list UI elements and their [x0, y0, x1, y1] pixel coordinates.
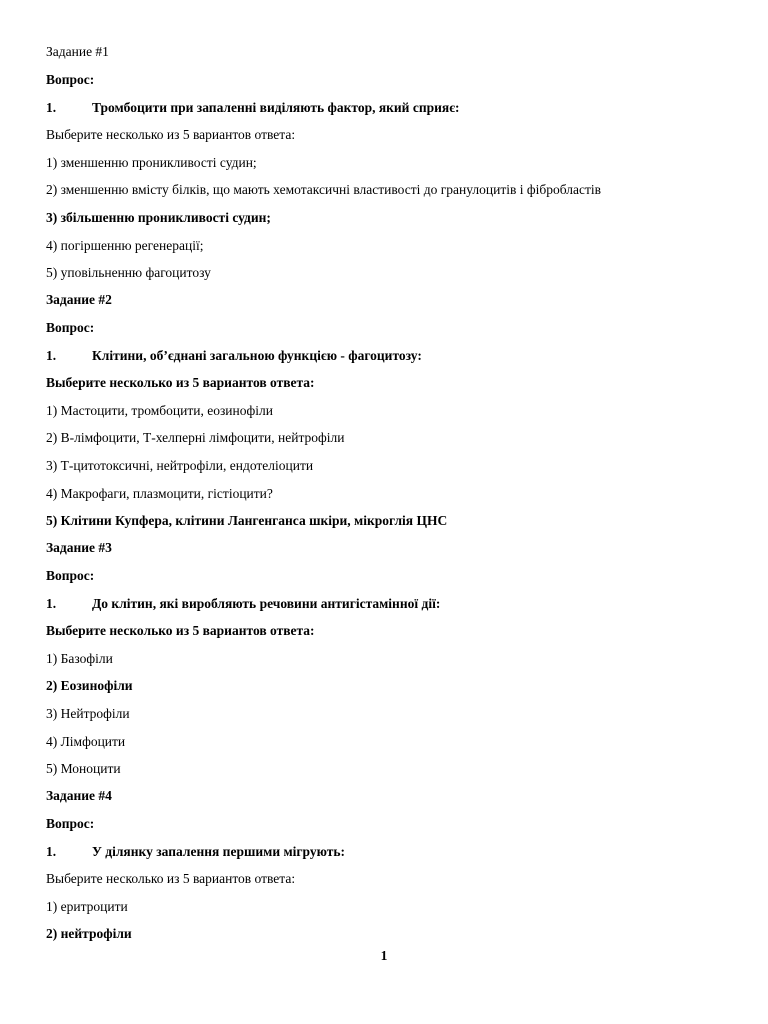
task-4-option-1: 1) еритроцити	[46, 899, 128, 914]
question-text: У ділянку запалення першими мігрують:	[92, 844, 346, 859]
task-1-question	[46, 100, 460, 116]
task-3-option-4: 4) Лімфоцити	[46, 734, 126, 749]
task-1-header: Задание #1	[46, 44, 109, 59]
question-number: 1.	[46, 844, 57, 859]
question-number: 1.	[46, 100, 57, 115]
task-3-option-2-correct: 2) Еозинофіли	[46, 678, 133, 693]
task-2-header: Задание #2	[46, 292, 112, 307]
task-2-question	[46, 348, 422, 364]
task-4-option-2-correct: 2) нейтрофіли	[46, 926, 132, 941]
task-2-option-3: 3) Т-цитотоксичні, нейтрофіли, ендотеліоцити	[46, 458, 314, 473]
task-1-option-4: 4) погіршенню регенерації;	[46, 238, 204, 253]
task-4-header: Задание #4	[46, 788, 112, 803]
page-number: 1	[380, 948, 388, 963]
question-text: Тромбоцити при запаленні виділяють фактор, який сприяє:	[92, 100, 460, 115]
task-2-option-4: 4) Макрофаги, плазмоцити, гістіоцити?	[46, 486, 273, 501]
question-number: 1.	[46, 348, 57, 363]
task-4-instruction: Выберите несколько из 5 вариантов ответа:	[46, 871, 296, 886]
task-3-vopros-label: Вопрос:	[46, 568, 95, 583]
task-2-instruction: Выберите несколько из 5 вариантов ответа:	[46, 375, 315, 390]
task-2-option-1: 1) Мастоцити, тромбоцити, еозинофіли	[46, 403, 273, 418]
task-3-question	[46, 596, 440, 612]
task-1-option-5: 5) уповільненню фагоцитозу	[46, 265, 211, 280]
task-3-header: Задание #3	[46, 540, 112, 555]
task-2-option-2: 2) В-лімфоцити, Т-хелперні лімфоцити, нейтрофіли	[46, 430, 345, 445]
task-4-question	[46, 844, 345, 860]
question-text: Клітини, об’єднані загальною функцією - фагоцитозу:	[92, 348, 422, 363]
task-1-vopros-label: Вопрос:	[46, 72, 95, 87]
task-2-option-5-correct: 5) Клітини Купфера, клітини Лангенганса шкіри, мікроглія ЦНС	[46, 513, 448, 528]
task-1-option-2: 2) зменшенню вмісту білків, що мають хемотаксичні властивості до гранулоцитів і фібробластів	[46, 182, 602, 197]
task-3-instruction: Выберите несколько из 5 вариантов ответа:	[46, 623, 315, 638]
task-3-option-3: 3) Нейтрофіли	[46, 706, 130, 721]
task-1-option-1: 1) зменшенню проникливості судин;	[46, 155, 257, 170]
task-1-option-3-correct: 3) збільшенню проникливості судин;	[46, 210, 271, 225]
question-number: 1.	[46, 596, 57, 611]
task-2-vopros-label: Вопрос:	[46, 320, 95, 335]
question-text: До клітин, які виробляють речовини антигістамінної дії:	[92, 596, 441, 611]
task-4-vopros-label: Вопрос:	[46, 816, 95, 831]
task-1-instruction: Выберите несколько из 5 вариантов ответа:	[46, 127, 296, 142]
task-3-option-1: 1) Базофіли	[46, 651, 113, 666]
task-3-option-5: 5) Моноцити	[46, 761, 121, 776]
